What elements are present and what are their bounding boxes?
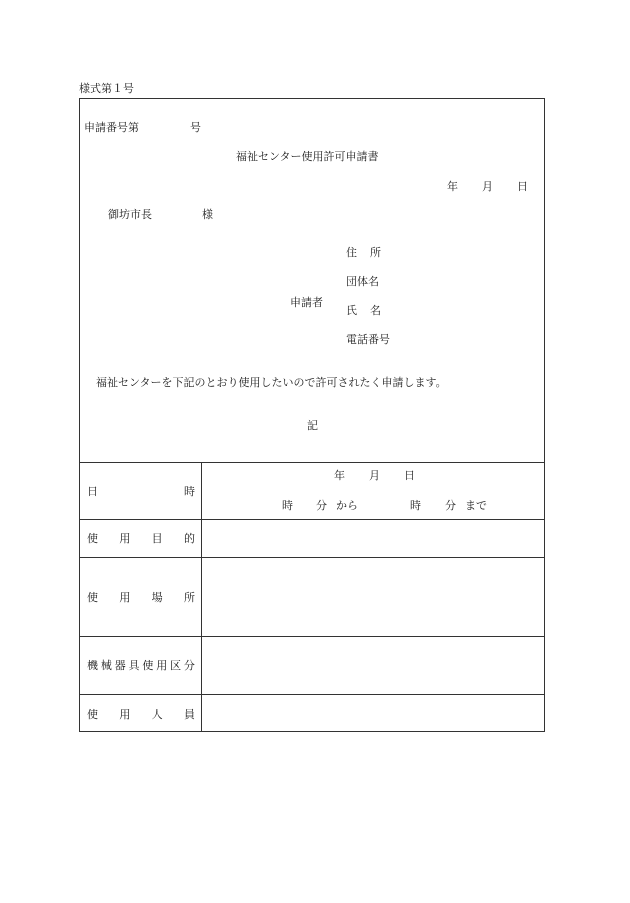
- equipment-label-char: 械: [100, 659, 112, 672]
- group-name-label: 団体名: [346, 275, 379, 288]
- place-label-char: 用: [119, 591, 131, 604]
- request-text: 福祉センターを下記のとおり使用したいので許可されたく申請します。: [96, 376, 447, 389]
- date-year-label: 年: [447, 180, 458, 193]
- persons-label-char: 員: [183, 708, 195, 721]
- equipment-label-char: 具: [128, 659, 140, 672]
- table-row-divider: [79, 636, 545, 637]
- form-label: 様式第１号: [79, 82, 134, 95]
- datetime-day: 日: [404, 469, 415, 482]
- address-label-char: 所: [370, 246, 381, 259]
- equipment-label-char: 分: [183, 659, 195, 672]
- address-label: [346, 247, 381, 258]
- application-number-suffix: 号: [190, 121, 201, 134]
- time-hour-end: 時: [410, 499, 421, 512]
- time-until: まで: [465, 499, 487, 512]
- time-minute-start: 分: [316, 499, 327, 512]
- time-hour-start: 時: [282, 499, 293, 512]
- equipment-label-char: 区: [170, 659, 182, 672]
- applicant-label: 申請者: [290, 296, 323, 309]
- equipment-label-char: 用: [156, 659, 168, 672]
- equipment-label: [87, 660, 195, 671]
- datetime-month: 月: [369, 469, 380, 482]
- place-label-char: 所: [183, 591, 195, 604]
- persons-label-char: 人: [151, 708, 163, 721]
- table-row-divider: [79, 557, 545, 558]
- place-label: [87, 592, 195, 603]
- equipment-label-char: 使: [142, 659, 154, 672]
- purpose-label: [87, 533, 195, 544]
- phone-label: 電話番号: [346, 333, 390, 346]
- purpose-label-char: 用: [119, 532, 131, 545]
- addressee-honorific: 様: [202, 208, 213, 221]
- name-label: [346, 305, 381, 316]
- name-label-char: 氏: [346, 304, 357, 317]
- addressee: 御坊市長: [108, 208, 152, 221]
- time-from: から: [336, 499, 358, 512]
- time-minute-end: 分: [445, 499, 456, 512]
- datetime-label: [87, 486, 195, 497]
- datetime-label-char: 時: [184, 485, 195, 498]
- persons-label-char: 使: [87, 708, 98, 721]
- address-label-char: 住: [346, 246, 357, 259]
- table-row-divider: [79, 694, 545, 695]
- purpose-label-char: 目: [151, 532, 163, 545]
- equipment-label-char: 器: [114, 659, 126, 672]
- table-row-divider: [79, 519, 545, 520]
- persons-label-char: 用: [119, 708, 131, 721]
- persons-label: [87, 709, 195, 720]
- equipment-label-char: 機: [87, 659, 98, 672]
- datetime-label-char: 日: [87, 485, 98, 498]
- table-top-border: [79, 462, 545, 463]
- place-label-char: 場: [151, 591, 163, 604]
- purpose-label-char: 的: [183, 532, 195, 545]
- table-column-divider: [201, 462, 202, 732]
- datetime-year: 年: [334, 469, 345, 482]
- ki-mark: 記: [307, 419, 318, 432]
- date-month-label: 月: [482, 180, 493, 193]
- purpose-label-char: 使: [87, 532, 98, 545]
- date-day-label: 日: [517, 180, 528, 193]
- form-title: 福祉センター使用許可申請書: [236, 150, 379, 163]
- application-number-prefix: 申請番号第: [84, 121, 139, 134]
- name-label-char: 名: [370, 304, 381, 317]
- place-label-char: 使: [87, 591, 98, 604]
